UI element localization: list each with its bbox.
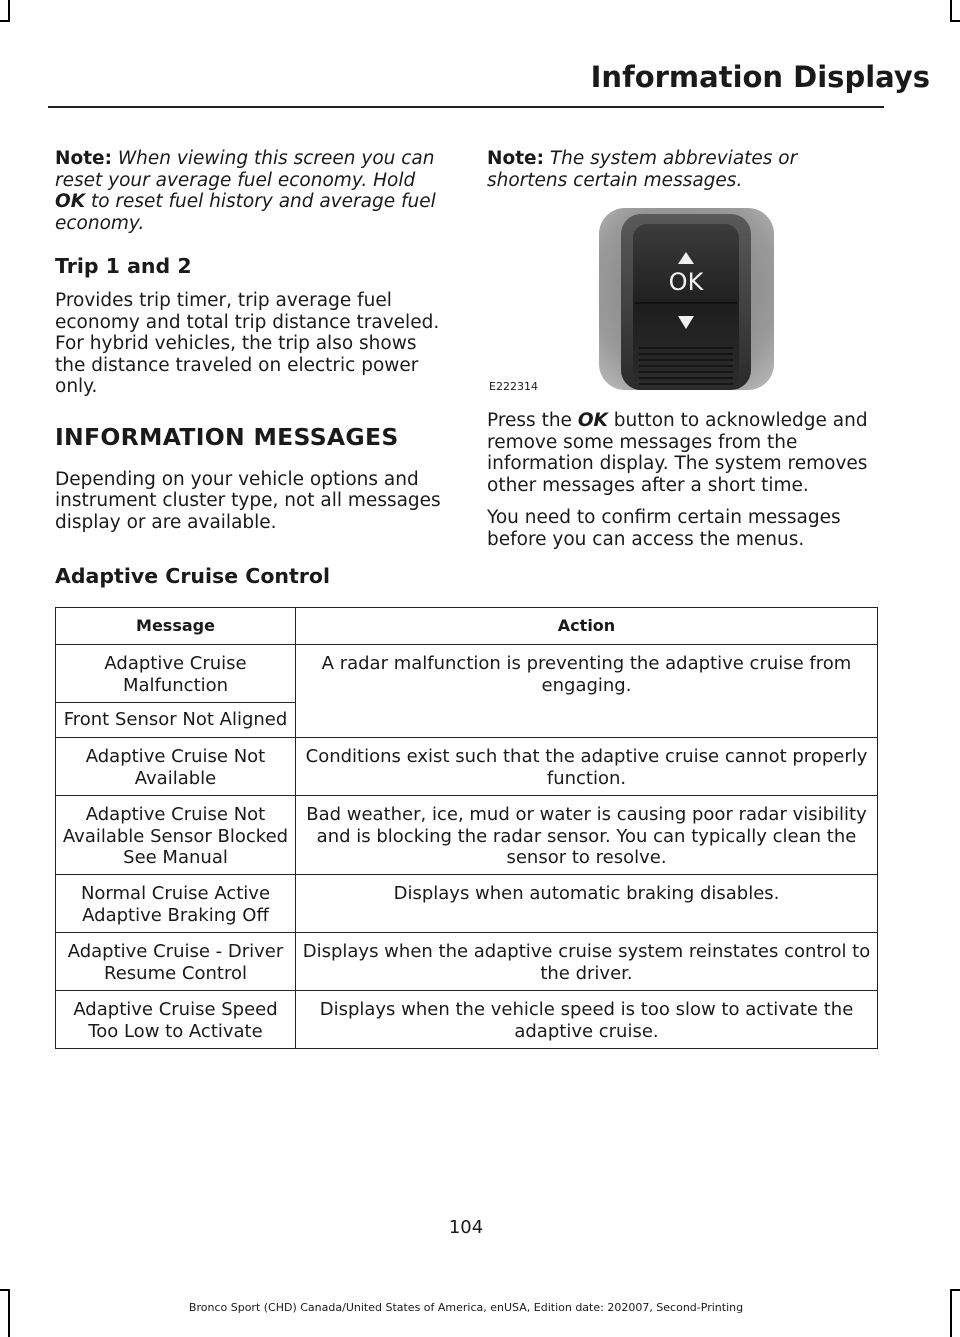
adaptive-cruise-messages-table [55, 607, 878, 1049]
table-row [56, 645, 878, 703]
press-text: Press the [487, 410, 578, 431]
table-header-row [56, 608, 878, 645]
footer-edition: Bronco Sport (CHD) Canada/United States of America, enUSA, Edition date: 202007, Second-Printing [188, 1301, 744, 1314]
crop-mark [950, 1289, 960, 1291]
crop-mark [0, 20, 10, 22]
note-label: Note: [55, 148, 112, 169]
table-row [56, 991, 878, 1049]
right-column [487, 148, 879, 550]
page-title: Information Displays [590, 60, 930, 94]
action-cell: A radar malfunction is preventing the adaptive cruise from engaging. [296, 645, 878, 738]
crop-mark [0, 1289, 10, 1291]
action-cell: Displays when the adaptive cruise system reinstates control to the driver. [296, 933, 878, 991]
confirm-messages-paragraph: You need to confirm certain messages before you can access the menus. [487, 507, 841, 550]
info-messages-heading: INFORMATION MESSAGES [55, 422, 399, 451]
page-number: 104 [448, 1217, 484, 1238]
crop-mark [950, 1289, 952, 1337]
crop-mark [950, 20, 960, 22]
message-cell: Normal Cruise Active Adaptive Braking Off [56, 875, 296, 933]
trip-heading: Trip 1 and 2 [55, 254, 192, 278]
action-cell: Bad weather, ice, mud or water is causing poor radar visibility and is blocking the radar sensor. You can typically clean the sensor to resolve. [296, 796, 878, 875]
section-title: Adaptive Cruise Control [55, 564, 331, 588]
action-cell: Displays when automatic braking disables. [296, 875, 878, 933]
message-column-header: Message [56, 608, 296, 645]
action-cell: Conditions exist such that the adaptive cruise cannot properly function. [296, 738, 878, 796]
press-text: button to acknowledge and remove some messages from the information display. The system removes other messages after a short time. [487, 410, 868, 496]
header-divider [48, 106, 884, 108]
ok-button-label: OK [668, 268, 704, 296]
table-row [56, 933, 878, 991]
action-cell: Displays when the vehicle speed is too slow to activate the adaptive cruise. [296, 991, 878, 1049]
note-text: When viewing this screen you can reset your average fuel economy. Hold [55, 148, 435, 191]
steering-switch-illustration [599, 208, 774, 390]
press-ok-paragraph [487, 410, 879, 496]
action-column-header: Action [296, 608, 878, 645]
message-cell: Adaptive Cruise Malfunction [56, 645, 296, 703]
crop-mark [8, 0, 10, 22]
abbreviation-note [487, 148, 879, 191]
note-label: Note: [487, 148, 544, 169]
table-row [56, 875, 878, 933]
ok-button-figure [487, 208, 877, 393]
message-cell: Front Sensor Not Aligned [56, 703, 296, 738]
table-row [56, 796, 878, 875]
trip-paragraph: Provides trip timer, trip average fuel economy and total trip distance traveled. For hybrid vehicles, the trip also shows the distance traveled on electric power only. [55, 290, 440, 397]
message-cell: Adaptive Cruise Not Available [56, 738, 296, 796]
fuel-economy-note [55, 148, 447, 234]
message-cell: Adaptive Cruise Speed Too Low to Activate [56, 991, 296, 1049]
crop-mark [950, 0, 952, 22]
ok-emphasis: OK [577, 410, 608, 431]
ok-emphasis: OK [55, 191, 86, 212]
note-text: to reset fuel history and average fuel economy. [55, 191, 436, 234]
note-text: The system abbreviates or shortens certain messages. [487, 148, 798, 191]
left-column [55, 148, 447, 533]
message-cell: Adaptive Cruise - Driver Resume Control [56, 933, 296, 991]
table-row [56, 738, 878, 796]
figure-code: E222314 [489, 380, 538, 393]
message-cell: Adaptive Cruise Not Available Sensor Blocked See Manual [56, 796, 296, 875]
info-messages-paragraph: Depending on your vehicle options and instrument cluster type, not all messages display or are available. [55, 468, 441, 533]
